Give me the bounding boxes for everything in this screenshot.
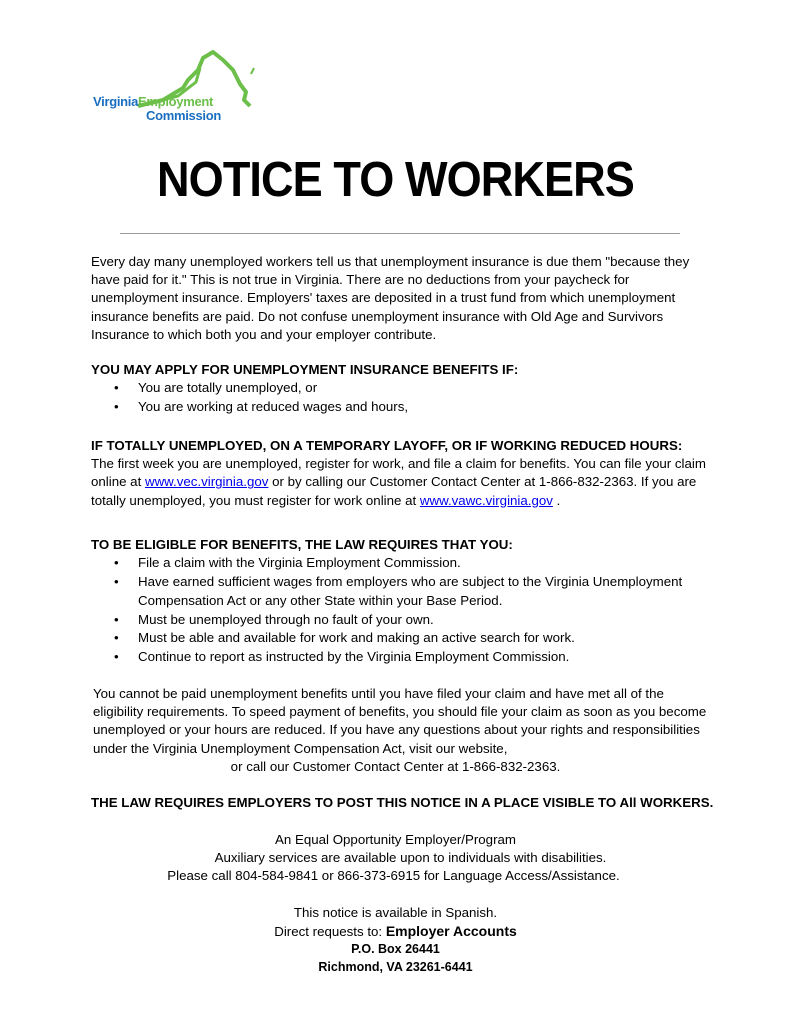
page-title: NOTICE TO WORKERS — [157, 153, 634, 207]
vec-logo — [88, 48, 263, 123]
list-item: • You are totally unemployed, or — [91, 379, 711, 398]
apply-section — [91, 361, 711, 417]
divider — [120, 233, 680, 234]
register-heading: IF TOTALLY UNEMPLOYED, ON A TEMPORARY LAYOFF, OR IF WORKING REDUCED HOURS: — [91, 438, 683, 453]
spanish-availability: This notice is available in Spanish. — [293, 905, 498, 920]
apply-heading: YOU MAY APPLY FOR UNEMPLOYMENT INSURANCE BENEFITS IF: — [91, 362, 519, 377]
list-item: • Continue to report as instructed by the Virginia Employment Commission. — [91, 648, 711, 667]
eligibility-section — [91, 536, 711, 667]
auxiliary-statement: Auxiliary services are available upon to individuals with disabilities. — [214, 850, 607, 865]
intro-paragraph: Every day many unemployed workers tell us that unemployment insurance is due them "because they have paid for it." This is not true in Virginia. There are no deductions from your paycheck for unemployment insurance. Employers' taxes are deposited in a trust fund from which unemployment insurance benefits are paid. Do not confuse unemployment insurance with Old Age and Survivors Insurance to which both you and your employer contribute. — [91, 254, 690, 342]
register-text-1: The first week you are unemployed, register for work, and file a claim for benefits. You can file your claim online at — [91, 456, 706, 490]
register-text — [91, 455, 711, 510]
language-access: Please call 804-584-9841 or 866-373-6915 for Language Access/Assistance. — [167, 868, 620, 883]
po-box: P.O. Box 26441 — [351, 942, 440, 956]
closing-contact: or call our Customer Contact Center at 1-866-832-2363. — [230, 759, 561, 774]
logo-employment: Employment — [138, 94, 214, 109]
eligibility-heading: TO BE ELIGIBLE FOR BENEFITS, THE LAW REQUIRES THAT YOU: — [91, 537, 513, 552]
vawc-website-link[interactable]: www.vawc.virginia.gov — [419, 492, 553, 508]
department-name: Employer Accounts — [385, 923, 517, 939]
list-item: • Must be able and available for work and making an active search for work. — [91, 629, 711, 648]
city-address: Richmond, VA 23261-6441 — [318, 960, 473, 974]
list-item: • You are working at reduced wages and hours, — [91, 398, 711, 417]
logo-commission: Commission — [146, 108, 222, 123]
direct-requests-label: Direct requests to: — [274, 924, 386, 939]
list-item: • Have earned sufficient wages from employers who are subject to the Virginia Unemployment Compensation Act or any other State within your Base Period. — [91, 573, 711, 611]
closing-paragraph: You cannot be paid unemployment benefits until you have filed your claim and have met all of the eligibility requirements. To speed payment of benefits, you should file your claim as soon as you become unemployed or your hours are reduced. If you have any questions about your rights and responsibilities under the Virginia Unemployment Compensation Act, visit our website, — [93, 686, 707, 756]
register-text-3: . — [552, 492, 561, 508]
register-section — [91, 437, 711, 510]
direct-requests — [0, 922, 791, 941]
list-item: • Must be unemployed through no fault of your own. — [91, 611, 711, 630]
logo-virginia: Virginia — [93, 94, 139, 109]
posting-requirement: THE LAW REQUIRES EMPLOYERS TO POST THIS NOTICE IN A PLACE VISIBLE TO All WORKERS. — [91, 795, 714, 810]
list-item: • File a claim with the Virginia Employment Commission. — [91, 554, 711, 573]
eoe-statement: An Equal Opportunity Employer/Program — [275, 832, 516, 847]
vec-website-link[interactable]: www.vec.virginia.gov — [144, 474, 269, 490]
register-text-2: or by calling our Customer Contact Center at 1-866-832-2363. If you are totally unemployed, you must register for work online at — [91, 474, 697, 508]
